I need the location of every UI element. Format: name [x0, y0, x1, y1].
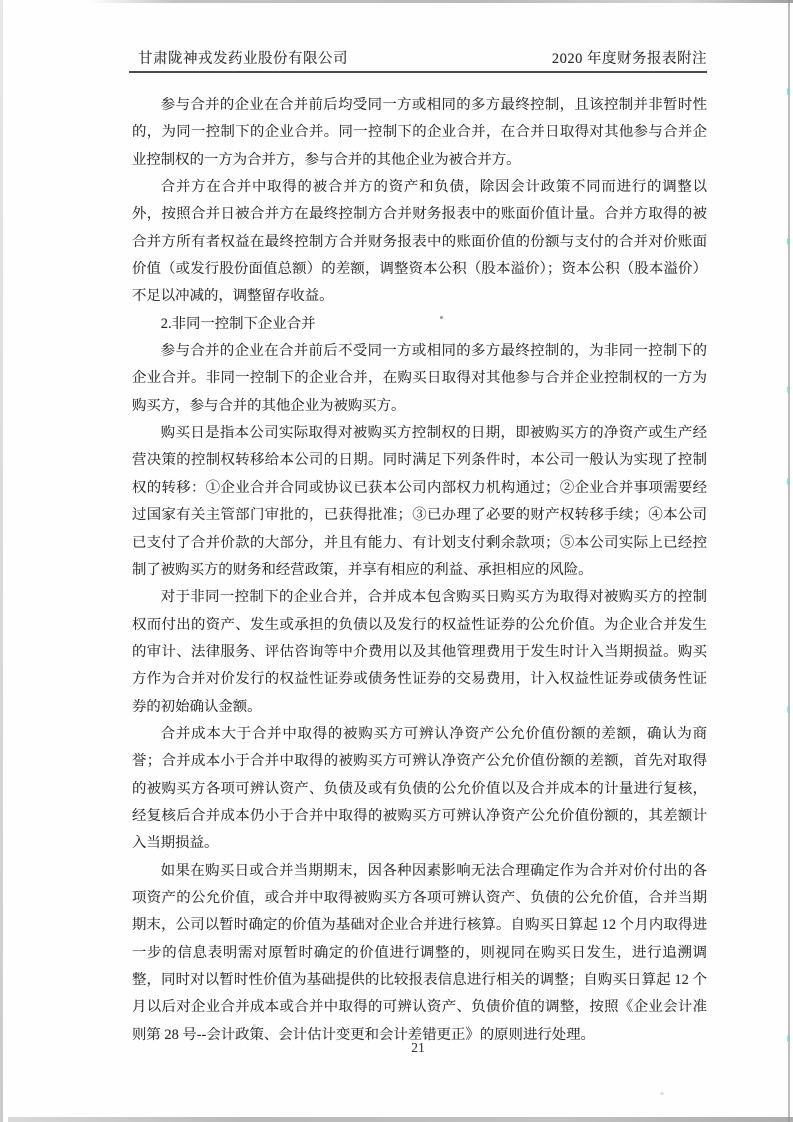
- section-heading: 2.非同一控制下企业合并: [160, 315, 316, 332]
- company-name: 甘肃陇神戎发药业股份有限公司: [138, 51, 348, 67]
- report-title: 2020 年度财务报表附注: [551, 51, 707, 67]
- scan-edge-left: [0, 0, 3, 1122]
- scanner-tick: [787, 706, 790, 713]
- paragraph: 合并成本大于合并中取得的被购买方可辨认净资产公允价值份额的差额，确认为商誉；合并成本小于合并中取得的被购买方可辨认净资产公允价值份额的差额，首先对取得的被购买方各项可辨认资产、负债及或有负债的公允价值以及合并成本的计量进行复核，经复核后合并成本仍小于合并中取得的被购买方可辨认净资产公允价值份额的，其差额计入当期损益。: [132, 725, 707, 852]
- paragraph: 购买日是指本公司实际取得对被购买方控制权的日期，即被购买方的净资产或生产经营决策的控制权转移给本公司的日期。同时满足下列条件时，本公司一般认为实现了控制权的转移：①企业合并合同或协议已获本公司内部权力机构通过；②企业合并事项需要经过国家有关主管部门审批的，已获得批准；③已办理了必要的财产权转移手续；④本公司已支付了合并价款的大部分，并且有能力、有计划支付剩余款项；⑤本公司实际上已经控制了被购买方的财务和经营政策，并享有相应的利益、承担相应的风险。: [132, 425, 707, 578]
- scan-speck: [660, 1092, 664, 1095]
- page-header: [129, 46, 707, 73]
- paragraph: 合并方在合并中取得的被合并方的资产和负债，除因会计政策不同而进行的调整以外，按照合并日被合并方在最终控制方合并财务报表中的账面价值计量。合并方取得的被合并方所有者权益在最终控制方合并财务报表中的账面价值的份额与支付的合并对价账面价值（或发行股份面值总额）的差额，调整资本公积（股本溢价）；资本公积（股本溢价）不足以冲减的，调整留存收益。: [132, 179, 707, 305]
- scanner-tick: [787, 386, 790, 393]
- paragraph: 参与合并的企业在合并前后均受同一方或相同的多方最终控制，且该控制并非暂时性的，为同一控制下的企业合并。同一控制下的企业合并，在合并日取得对其他参与合并企业控制权的一方为合并方，参与合并的其他企业为被合并方。: [132, 97, 707, 168]
- scanner-tick: [787, 478, 790, 485]
- paragraph: 参与合并的企业在合并前后不受同一方或相同的多方最终控制的，为非同一控制下的企业合并。非同一控制下的企业合并，在购买日取得对其他参与合并企业控制权的一方为购买方，参与合并的其他企业为被购买方。: [132, 343, 707, 414]
- scan-edge-top: [90, 0, 793, 3]
- scanner-tick: [787, 238, 790, 245]
- paragraph: 如果在购买日或合并当期期末，因各种因素影响无法合理确定作为合并对价付出的各项资产的公允价值，或合并中取得被购买方各项可辨认资产、负债的公允价值，合并当期期末，公司以暂时确定的价值为基础对企业合并进行核算。自购买日算起 12 个月内取得进一步的信息表明需对原暂时确定的价值进行调整的，则视同在购买日发生，进行追溯调整，同时对以暂时性价值为基础提供的比较报表信息进行相关的调整；自购买日算起 12 个月以后对企业合并成本或合并中取得的可辨认资产、负债价值的调整，按照《企业会计准则第 28 号--会计政策、会计估计变更和会计差错更正》的原则进行处理。: [132, 862, 707, 1043]
- scanner-tick: [787, 88, 790, 95]
- scanner-tick: [787, 1035, 790, 1042]
- scan-edge-bottom: [8, 1117, 793, 1122]
- page-number: 21: [411, 1040, 425, 1055]
- paragraph: 对于非同一控制下的企业合并，合并成本包含购买日购买方为取得对被购买方的控制权而付出的资产、发生或承担的负债以及发行的权益性证券的公允价值。为企业合并发生的审计、法律服务、评估咨询等中介费用以及其他管理费用于发生时计入当期损益。购买方作为合并对价发行的权益性证券或债务性证券的交易费用，计入权益性证券或债务性证券的初始确认金额。: [132, 589, 707, 715]
- document-body: [132, 92, 707, 1049]
- scan-edge-right-line: [788, 0, 790, 1122]
